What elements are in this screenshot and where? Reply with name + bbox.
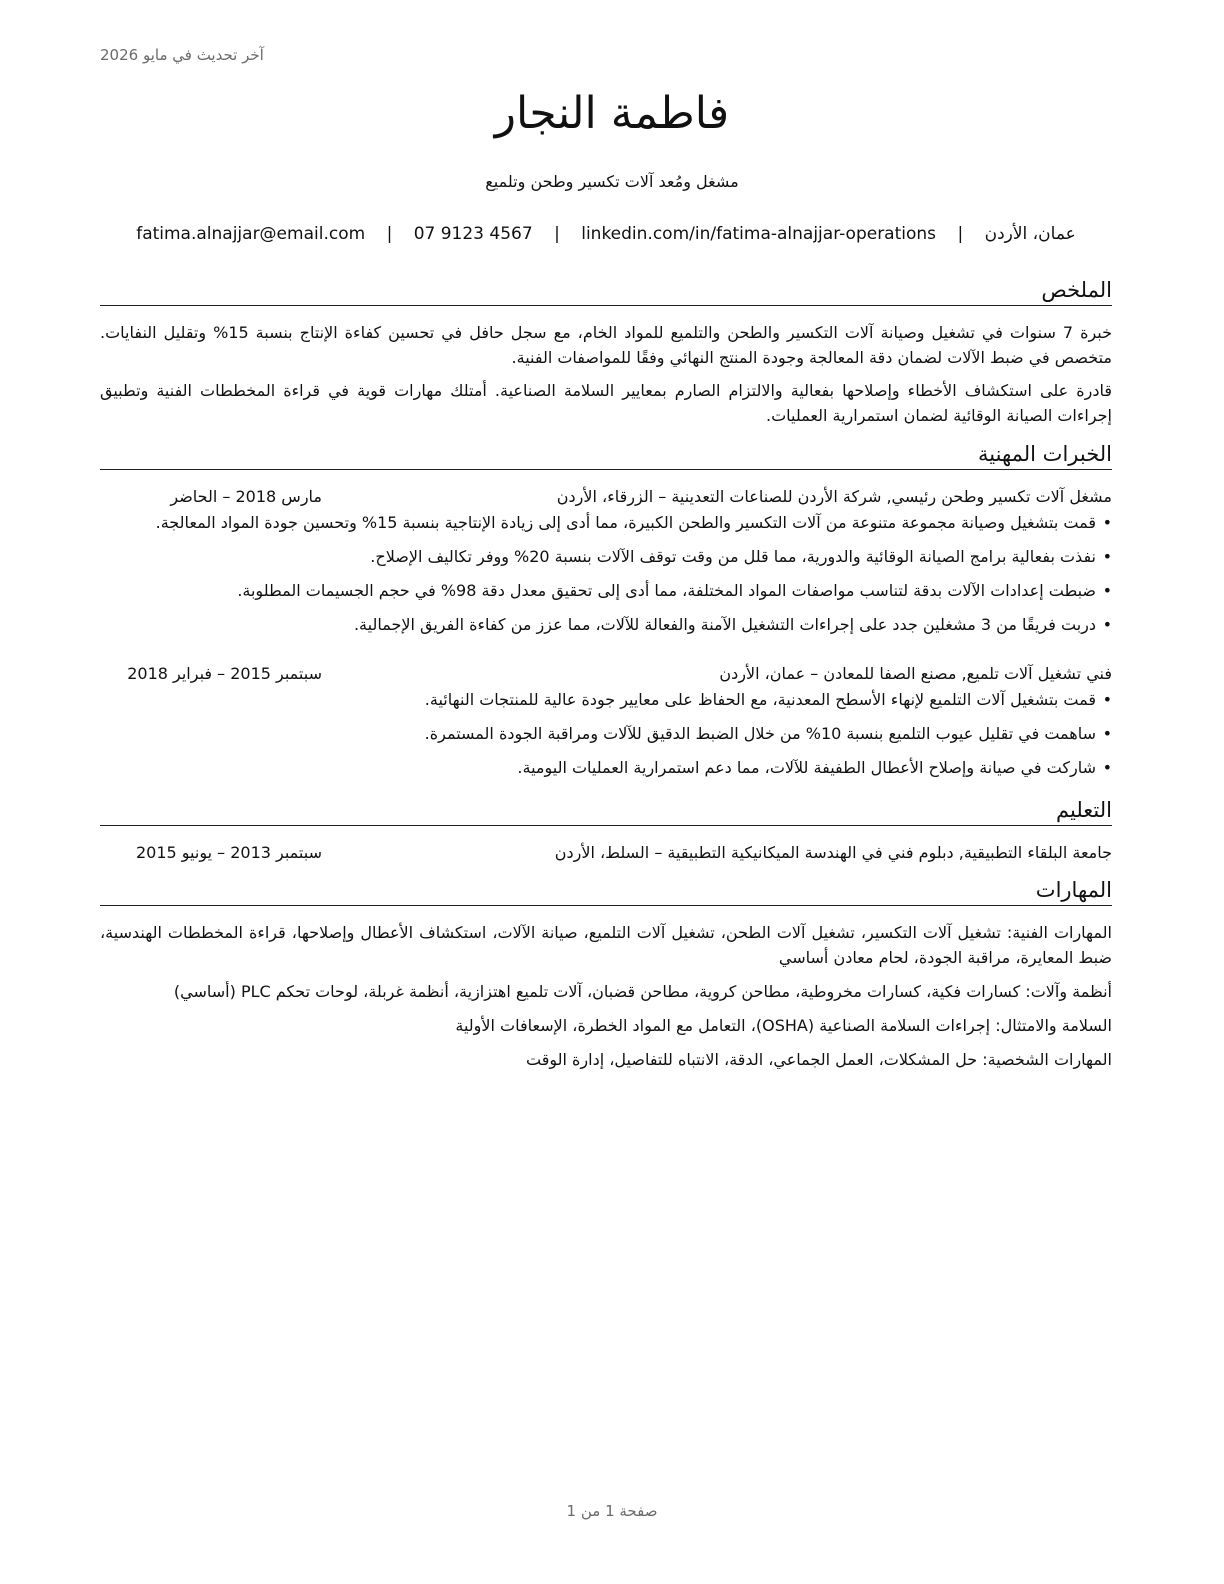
contact-line: [100, 224, 1112, 244]
job-dates: مارس 2018 – الحاضر: [170, 487, 322, 506]
job-bullets: [100, 510, 1112, 637]
contact-phone[interactable]: 07 9123 4567: [413, 224, 533, 244]
education-entry: [100, 840, 1112, 866]
summary-paragraph: قادرة على استكشاف الأخطاء وإصلاحها بفعالية والالتزام الصارم بمعايير السلامة الصناعية. أمتلك مهارات قوية في قراءة المخططات الفنية وتطبيق إجراءات الصيانة الوقائية لضمان استمرارية العمليات.: [100, 381, 1112, 425]
job-dates: سبتمبر 2015 – فبراير 2018: [127, 664, 322, 683]
section-title-skills: المهارات: [100, 876, 1112, 906]
job-entry: [100, 484, 1112, 637]
job-bullet: • شاركت في صيانة وإصلاح الأعطال الطفيفة للآلات، مما دعم استمرارية العمليات اليومية.: [100, 755, 1112, 780]
job-bullet: • قمت بتشغيل وصيانة مجموعة متنوعة من آلات التكسير والطحن الكبيرة، مما أدى إلى زيادة الإنتاجية بنسبة 15% وتحسين جودة المواد المعالجة.: [100, 510, 1112, 535]
education-institution: جامعة البلقاء التطبيقية, دبلوم فني في الهندسة الميكانيكية التطبيقية – السلط، الأردن: [554, 843, 1112, 862]
job-title: مشغل ومُعد آلات تكسير وطحن وتلميع: [485, 172, 739, 191]
job-header: [100, 484, 1112, 510]
contact-email[interactable]: fatima.alnajjar@email.com: [136, 224, 366, 244]
experience-section: [100, 440, 1112, 780]
education-dates: سبتمبر 2013 – يونيو 2015: [135, 843, 322, 862]
job-bullet: • ساهمت في تقليل عيوب التلميع بنسبة 10% من خلال الضبط الدقيق للآلات ومراقبة الجودة المستمرة.: [100, 721, 1112, 746]
education-section: [100, 796, 1112, 866]
section-title-summary: الملخص: [100, 276, 1112, 306]
job-bullet: • قمت بتشغيل آلات التلميع لإنهاء الأسطح المعدنية، مع الحفاظ على معايير جودة عالية للمنتجات النهائية.: [100, 687, 1112, 712]
candidate-name: فاطمة النجار: [494, 88, 730, 139]
summary-section: [100, 276, 1112, 428]
job-entry: [100, 661, 1112, 780]
contact-separator: |: [554, 224, 560, 244]
skills-line: المهارات الفنية: تشغيل آلات التكسير، تشغيل آلات الطحن، تشغيل آلات التلميع، صيانة الآلات، استكشاف الأعطال وإصلاحها، قراءة المخططات الهندسية، ضبط المعايرة، مراقبة الجودة، لحام معادن أساسي: [100, 923, 1112, 967]
job-bullet: • دربت فريقًا من 3 مشغلين جدد على إجراءات التشغيل الآمنة والفعالة للآلات، مما عزز من كفاءة الفريق الإجمالية.: [100, 612, 1112, 637]
last-updated-note: آخر تحديث في مايو 2026: [100, 46, 264, 64]
job-role: مشغل آلات تكسير وطحن رئيسي, شركة الأردن للصناعات التعدينية – الزرقاء، الأردن: [556, 487, 1112, 506]
job-role: فني تشغيل آلات تلميع, مصنع الصفا للمعادن – عمان، الأردن: [719, 664, 1112, 683]
job-bullets: [100, 687, 1112, 780]
skills-line: أنظمة وآلات: كسارات فكية، كسارات مخروطية، مطاحن كروية، مطاحن قضبان، آلات تلميع اهتزازية، أنظمة غربلة، لوحات تحكم PLC (أساسي): [173, 982, 1112, 1001]
job-bullet: • ضبطت إعدادات الآلات بدقة لتناسب مواصفات المواد المختلفة، مما أدى إلى تحقيق معدل دقة 98% في حجم الجسيمات المطلوبة.: [100, 578, 1112, 603]
skills-line: المهارات الشخصية: حل المشكلات، العمل الجماعي، الدقة، الانتباه للتفاصيل، إدارة الوقت: [526, 1050, 1112, 1069]
contact-separator: |: [386, 224, 393, 244]
skills-line: السلامة والامتثال: إجراءات السلامة الصناعية (OSHA)، التعامل مع المواد الخطرة، الإسعافات الأولية: [455, 1016, 1112, 1035]
section-title-education: التعليم: [100, 796, 1112, 826]
contact-location: عمان، الأردن: [984, 224, 1076, 244]
job-header: [100, 661, 1112, 687]
section-title-experience: الخبرات المهنية: [100, 440, 1112, 470]
resume-body: [100, 276, 1112, 1081]
summary-paragraph: خبرة 7 سنوات في تشغيل وصيانة آلات التكسير والطحن والتلميع للمواد الخام، مع سجل حافل في تحسين كفاءة الإنتاج بنسبة 15% وتقليل النفايات. متخصص في ضبط الآلات لضمان دقة المعالجة وجودة المنتج النهائي وفقًا للمواصفات الفنية.: [100, 323, 1113, 367]
contact-linkedin[interactable]: linkedin.com/in/fatima-alnajjar-operations: [581, 224, 937, 244]
page-number: صفحة 1 من 1: [566, 1502, 658, 1520]
contact-separator: |: [957, 224, 964, 244]
job-bullet: • نفذت بفعالية برامج الصيانة الوقائية والدورية، مما قلل من وقت توقف الآلات بنسبة 20% ووفر تكاليف الإصلاح.: [100, 544, 1112, 569]
skills-section: [100, 876, 1112, 1072]
